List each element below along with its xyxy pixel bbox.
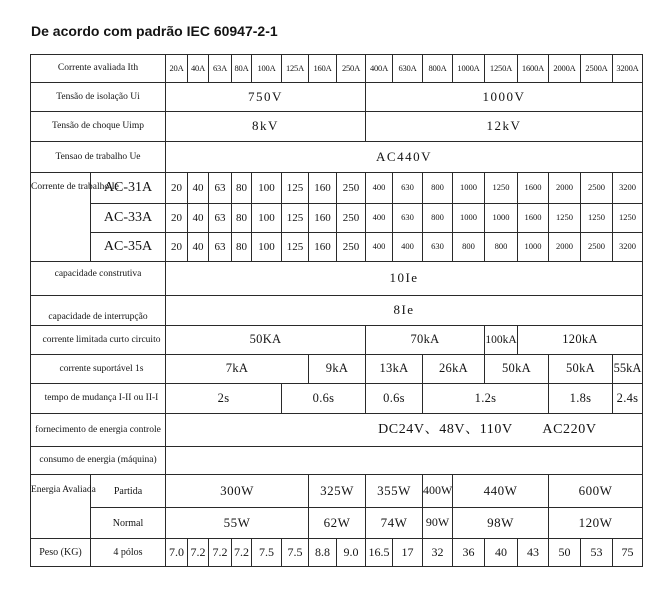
working-current-value: 1000: [453, 204, 485, 233]
limited-short-circuit-value: 100kA: [485, 326, 518, 355]
breaking-capacity-value: 8Ie: [166, 296, 643, 326]
impulse-voltage-value: 12kV: [366, 112, 643, 142]
rated-power-value: 400W: [423, 475, 453, 508]
breaking-capacity-row: [31, 296, 643, 326]
rated-current-value: 630A: [393, 55, 423, 83]
rated-current-value: 1600A: [518, 55, 549, 83]
working-current-value: 250: [337, 204, 366, 233]
short-time-withstand-value: 7kA: [166, 355, 309, 384]
control-supply-values: [166, 414, 643, 447]
working-current-value: 40: [188, 233, 209, 262]
rated-current-value: 1250A: [485, 55, 518, 83]
working-current-value: 125: [282, 204, 309, 233]
working-voltage-row: [31, 142, 643, 173]
working-current-value: 250: [337, 233, 366, 262]
rated-current-value: 63A: [209, 55, 232, 83]
rated-power-value: 600W: [549, 475, 643, 508]
working-current-value: 800: [485, 233, 518, 262]
rated-power-value: 300W: [166, 475, 309, 508]
short-time-withstand-value: 50kA: [549, 355, 613, 384]
working-current-value: 250: [337, 173, 366, 204]
working-current-value: 800: [423, 204, 453, 233]
working-current-value: 20: [166, 233, 188, 262]
working-current-value: 400: [366, 233, 393, 262]
working-current-value: 100: [252, 233, 282, 262]
working-voltage-label: Tensao de trabalho Ue: [31, 142, 166, 173]
weight-value: 7.2: [209, 539, 232, 567]
working-current-value: 160: [309, 233, 337, 262]
making-capacity-label: capacidade construtiva: [31, 262, 166, 296]
making-capacity-row: [31, 262, 643, 296]
working-current-value: 630: [393, 173, 423, 204]
working-current-value: 125: [282, 173, 309, 204]
weight-value: 17: [393, 539, 423, 567]
working-current-label: Corrente de trabalho Ie: [31, 173, 91, 262]
rated-power-value: 62W: [309, 508, 366, 539]
control-supply-label: fornecimento de energia controle: [31, 414, 166, 447]
working-current-value: 1000: [485, 204, 518, 233]
control-supply-ac: AC220V: [542, 422, 597, 438]
rated-power-value: 98W: [453, 508, 549, 539]
working-voltage-value: AC440V: [166, 142, 643, 173]
working-current-value: 63: [209, 173, 232, 204]
weight-value: 50: [549, 539, 581, 567]
rated-power-mode: Partida: [91, 475, 166, 508]
working-current-value: 2500: [581, 233, 613, 262]
weight-value: 7.5: [252, 539, 282, 567]
working-current-value: 1600: [518, 204, 549, 233]
working-current-value: 63: [209, 204, 232, 233]
power-consumption-label: consumo de energia (máquina): [31, 447, 166, 475]
transfer-time-value: 2.4s: [613, 384, 643, 414]
working-current-row-ac31a: [31, 173, 643, 204]
working-current-value: 20: [166, 204, 188, 233]
limited-short-circuit-row: [31, 326, 643, 355]
short-time-withstand-value: 55kA: [613, 355, 643, 384]
weight-value: 8.8: [309, 539, 337, 567]
working-current-value: 1250: [581, 204, 613, 233]
working-current-category: AC-33A: [91, 204, 166, 233]
working-current-value: 2000: [549, 233, 581, 262]
insulation-voltage-label: Tensão de isolação Ui: [31, 83, 166, 112]
limited-short-circuit-value: 70kA: [366, 326, 485, 355]
rated-current-value: 3200A: [613, 55, 643, 83]
working-current-value: 80: [232, 233, 252, 262]
rated-current-value: 1000A: [453, 55, 485, 83]
control-supply-row: [31, 414, 643, 447]
rated-current-row: [31, 55, 643, 83]
working-current-value: 3200: [613, 173, 643, 204]
rated-current-value: 100A: [252, 55, 282, 83]
working-current-value: 630: [423, 233, 453, 262]
working-current-value: 800: [423, 173, 453, 204]
transfer-time-value: 1.2s: [423, 384, 549, 414]
working-current-value: 100: [252, 173, 282, 204]
transfer-time-value: 0.6s: [366, 384, 423, 414]
limited-short-circuit-value: 50KA: [166, 326, 366, 355]
working-current-value: 400: [366, 204, 393, 233]
rated-current-label: Corrente avaliada Ith: [31, 55, 166, 83]
working-current-value: 40: [188, 204, 209, 233]
weight-value: 7.0: [166, 539, 188, 567]
page-title: De acordo com padrão IEC 60947-2-1: [31, 23, 278, 39]
rated-power-value: 55W: [166, 508, 309, 539]
working-current-value: 800: [453, 233, 485, 262]
impulse-voltage-label: Tensão de choque Uimp: [31, 112, 166, 142]
weight-label: Peso (KG): [31, 539, 91, 567]
working-current-value: 1250: [613, 204, 643, 233]
working-current-value: 400: [366, 173, 393, 204]
working-current-row-ac35a: [31, 233, 643, 262]
weight-value: 75: [613, 539, 643, 567]
rated-current-value: 400A: [366, 55, 393, 83]
power-consumption-row: [31, 447, 643, 475]
short-time-withstand-value: 13kA: [366, 355, 423, 384]
working-current-value: 80: [232, 173, 252, 204]
working-current-value: 1250: [549, 204, 581, 233]
transfer-time-value: 1.8s: [549, 384, 613, 414]
rated-power-mode: Normal: [91, 508, 166, 539]
rated-current-value: 2500A: [581, 55, 613, 83]
power-consumption-value: [166, 447, 643, 475]
short-time-withstand-value: 26kA: [423, 355, 485, 384]
working-current-value: 1600: [518, 173, 549, 204]
rated-power-value: 90W: [423, 508, 453, 539]
rated-current-value: 80A: [232, 55, 252, 83]
working-current-category: AC-35A: [91, 233, 166, 262]
insulation-voltage-value: 750V: [166, 83, 366, 112]
working-current-value: 2500: [581, 173, 613, 204]
rated-power-value: 74W: [366, 508, 423, 539]
rated-power-value: 355W: [366, 475, 423, 508]
transfer-time-value: 2s: [166, 384, 282, 414]
short-time-withstand-row: [31, 355, 643, 384]
working-current-category: AC-31A: [91, 173, 166, 204]
short-time-withstand-value: 9kA: [309, 355, 366, 384]
rated-power-label: Energia Avaliada: [31, 475, 91, 539]
working-current-value: 400: [393, 233, 423, 262]
working-current-value: 2000: [549, 173, 581, 204]
rated-current-value: 800A: [423, 55, 453, 83]
rated-current-value: 2000A: [549, 55, 581, 83]
working-current-value: 1250: [485, 173, 518, 204]
short-time-withstand-label: corrente suportável 1s: [31, 355, 166, 384]
weight-value: 36: [453, 539, 485, 567]
spec-table: [30, 54, 643, 567]
impulse-voltage-value: 8kV: [166, 112, 366, 142]
rated-power-value: 120W: [549, 508, 643, 539]
rated-power-value: 325W: [309, 475, 366, 508]
working-current-value: 125: [282, 233, 309, 262]
weight-value: 53: [581, 539, 613, 567]
weight-value: 16.5: [366, 539, 393, 567]
weight-row: [31, 539, 643, 567]
weight-value: 32: [423, 539, 453, 567]
working-current-value: 1000: [518, 233, 549, 262]
weight-value: 40: [485, 539, 518, 567]
transfer-time-value: 0.6s: [282, 384, 366, 414]
limited-short-circuit-value: 120kA: [518, 326, 643, 355]
working-current-value: 160: [309, 204, 337, 233]
weight-value: 43: [518, 539, 549, 567]
working-current-value: 160: [309, 173, 337, 204]
weight-poles: 4 pólos: [91, 539, 166, 567]
insulation-voltage-row: [31, 83, 643, 112]
working-current-value: 630: [393, 204, 423, 233]
limited-short-circuit-label: corrente limitada curto circuito: [31, 326, 166, 355]
rated-current-value: 125A: [282, 55, 309, 83]
impulse-voltage-row: [31, 112, 643, 142]
insulation-voltage-value: 1000V: [366, 83, 643, 112]
working-current-value: 1000: [453, 173, 485, 204]
rated-power-row-normal: [31, 508, 643, 539]
control-supply-dc: DC24V、48V、110V: [378, 422, 513, 438]
rated-current-value: 40A: [188, 55, 209, 83]
weight-value: 7.2: [188, 539, 209, 567]
weight-value: 7.2: [232, 539, 252, 567]
weight-value: 9.0: [337, 539, 366, 567]
working-current-value: 63: [209, 233, 232, 262]
working-current-value: 80: [232, 204, 252, 233]
working-current-row-ac33a: [31, 204, 643, 233]
working-current-value: 3200: [613, 233, 643, 262]
short-time-withstand-value: 50kA: [485, 355, 549, 384]
rated-current-value: 20A: [166, 55, 188, 83]
transfer-time-row: [31, 384, 643, 414]
working-current-value: 40: [188, 173, 209, 204]
weight-value: 7.5: [282, 539, 309, 567]
transfer-time-label: tempo de mudança I-II ou II-I: [31, 384, 166, 414]
working-current-value: 100: [252, 204, 282, 233]
working-current-value: 20: [166, 173, 188, 204]
making-capacity-value: 10Ie: [166, 262, 643, 296]
rated-current-value: 250A: [337, 55, 366, 83]
rated-power-value: 440W: [453, 475, 549, 508]
breaking-capacity-label: capacidade de interrupção: [31, 296, 166, 326]
rated-current-value: 160A: [309, 55, 337, 83]
rated-power-row-start: [31, 475, 643, 508]
